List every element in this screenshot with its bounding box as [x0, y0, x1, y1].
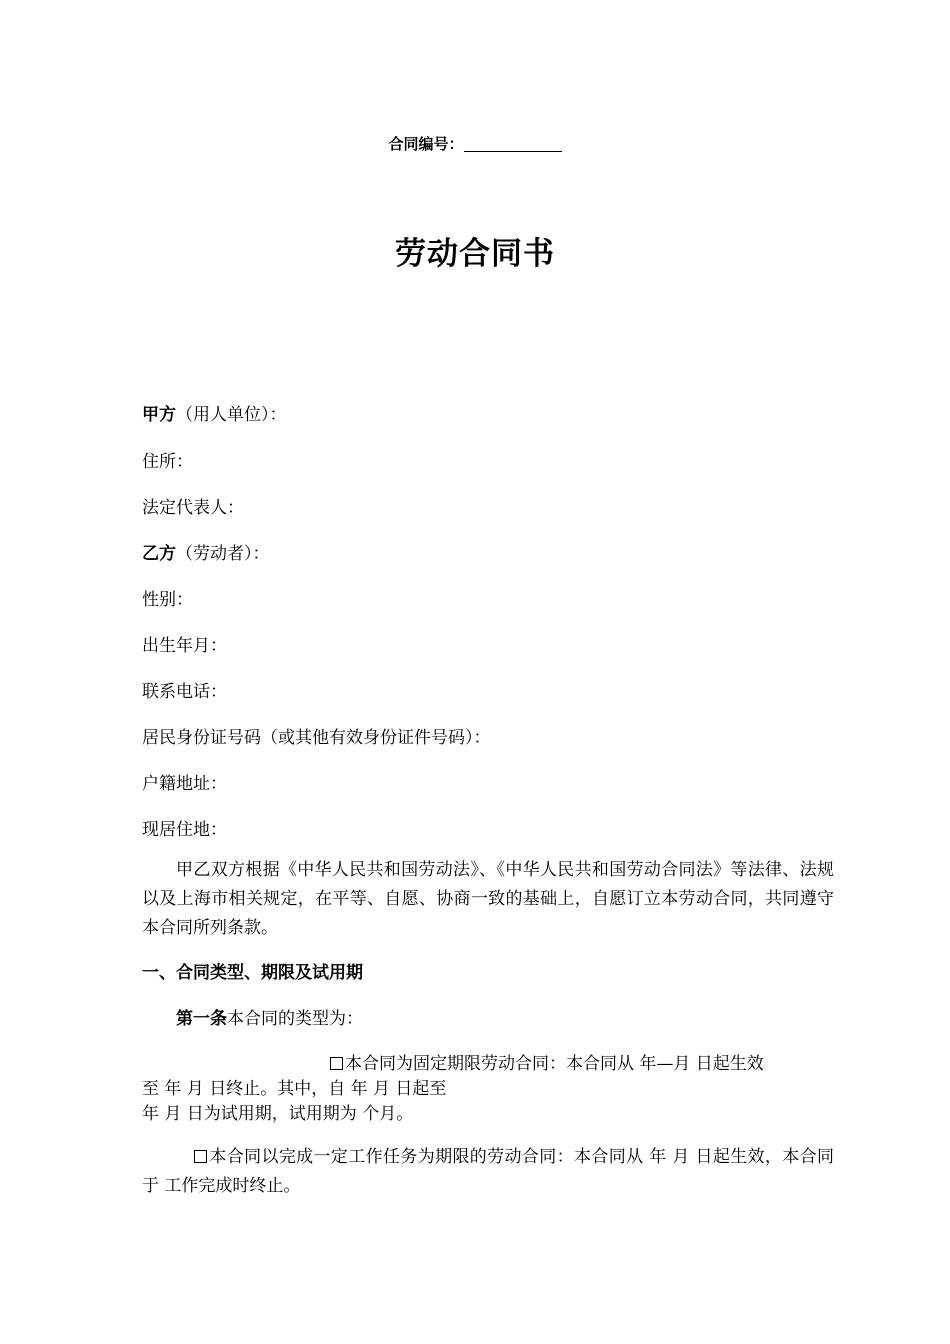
- party-b-phone: 联系电话：: [142, 682, 227, 702]
- preamble-paragraph: 甲乙双方根据《中华人民共和国劳动法》、《中华人民共和国劳动合同法》等法律、法规以及上海市相关规定，在平等、自愿、协商一致的基础上，自愿订立本劳动合同，共同遵守本合同所列条款。: [142, 860, 834, 938]
- option-task-paragraph: [142, 1143, 834, 1201]
- fixed-term-checkbox[interactable]: [330, 1057, 343, 1070]
- party-a-address: 住所：: [142, 452, 193, 472]
- party-a-label: 甲方: [142, 405, 176, 425]
- party-b-id-number: 居民身份证号码（或其他有效身份证件号码）：: [142, 728, 491, 748]
- party-b-birth: 出生年月：: [142, 636, 227, 656]
- contract-number-blank: [464, 137, 562, 152]
- task-based-checkbox[interactable]: [194, 1150, 207, 1163]
- contract-number-label: 合同编号：: [388, 135, 464, 153]
- party-a-label-rest: （用人单位）：: [176, 405, 287, 425]
- article-1-line: [176, 1004, 363, 1029]
- option-fixed-line2: 至 年 月 日终止。其中，自 年 月 日起至: [142, 1079, 447, 1099]
- party-b-label: 乙方: [142, 544, 176, 564]
- option-task-text: 本合同以完成一定工作任务为期限的劳动合同：本合同从 年 月 日起生效，本合同于 工作完成时终止。: [142, 1147, 834, 1196]
- party-b-line: [142, 539, 270, 564]
- party-b-residence: 现居住地：: [142, 820, 227, 840]
- option-fixed-term: [330, 1049, 764, 1074]
- article-1-label: 第一条: [176, 1009, 227, 1029]
- party-b-gender: 性别：: [142, 590, 193, 610]
- party-b-household: 户籍地址：: [142, 774, 227, 794]
- section-heading: 一、合同类型、期限及试用期: [142, 963, 363, 983]
- article-1-text: 本合同的类型为：: [227, 1009, 363, 1029]
- contract-number: [0, 133, 950, 154]
- party-a-line: [142, 400, 287, 425]
- party-b-label-rest: （劳动者）：: [176, 544, 270, 564]
- option-fixed-line1: 本合同为固定期限劳动合同：本合同从 年—月 日起生效: [345, 1054, 764, 1074]
- option-fixed-line3: 年 月 日为试用期，试用期为 个月。: [142, 1104, 414, 1124]
- party-a-legal-rep: 法定代表人：: [142, 498, 244, 518]
- document-title: 劳动合同书: [395, 236, 555, 272]
